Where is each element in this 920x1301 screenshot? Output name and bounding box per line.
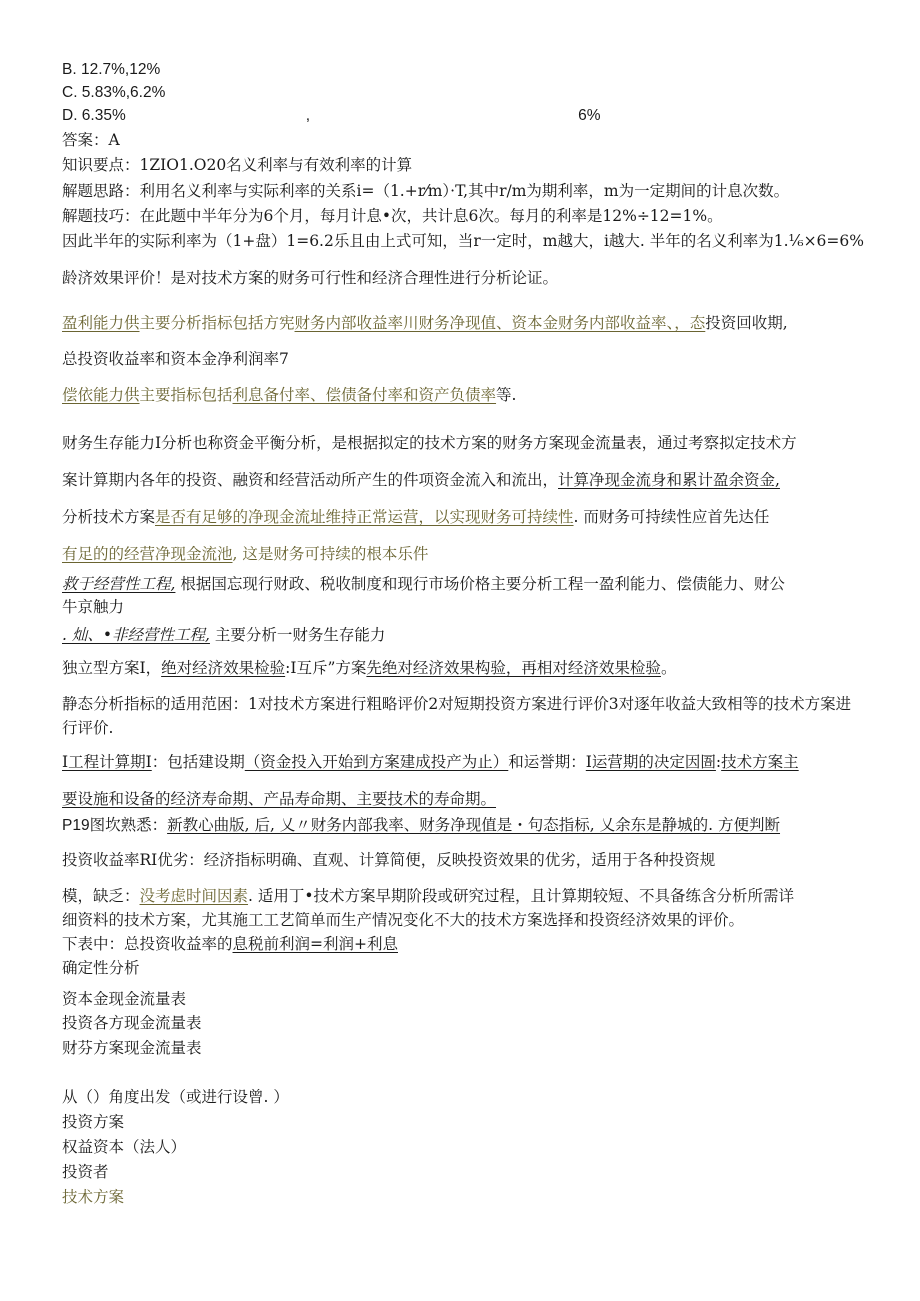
option-d-separator: , (305, 107, 311, 124)
survival-line-3 (62, 507, 769, 527)
profit-payback: 投资回收期, (705, 314, 788, 332)
table-note (62, 934, 398, 954)
non-operating-text: 主要分析一财务生存能力 (209, 626, 386, 644)
period-colon: : (715, 753, 722, 771)
econ-evaluation: 龄济效果评价！是对技术方案的财务可行性和经济合理性进行分析论证。 (62, 269, 559, 287)
survival-line-2-text: 案计算期内各年的投资、融资和经营活动所产生的件项资金流入和流出， (62, 471, 559, 489)
roi-line-3: 细资料的技术方案，尤其施工工艺简单而生产情况变化不大的技术方案选择和投资经济效果的评价。 (62, 911, 745, 929)
perspective-item: 权益资本（法人） (62, 1138, 187, 1156)
period-label: I工程计算期I (62, 753, 152, 771)
period-operation: 和运誉期： (508, 753, 586, 771)
roi-no-time: 没考虑时间因素 (139, 887, 249, 905)
period-life: 要设施和设备的经济寿命期、产品寿命期、主要技术的寿命期。 (62, 790, 497, 808)
period-factor-label: I运营期的决定因圄 (585, 753, 716, 771)
solvency-end: 等. (496, 386, 517, 404)
profit-intro: 主要分析指标包括方宪 (139, 314, 295, 332)
perspective-title: 从（）角度出发（或进行设曾. ） (62, 1088, 289, 1106)
period-construction: ：包括建设期 (151, 753, 245, 771)
solvency-indicators: 利息备付率、偿债备付率和资产负债率 (232, 386, 497, 404)
perspective-item: 投资者 (62, 1163, 109, 1181)
cashflow-table-2: 投资各方现金流量表 (62, 1014, 202, 1032)
cashflow-table-3: 财芬方案现金流量表 (62, 1039, 202, 1057)
profit-line-1 (62, 313, 788, 333)
option-d-value: D. 6.35% (62, 107, 126, 124)
exclusive-check: 先绝对经济效果构验，再相对经济效果检验 (366, 659, 661, 677)
profit-line-2: 总投资收益率和资本金净利润率7 (62, 350, 289, 368)
roi-line-2 (62, 886, 794, 906)
solvency-label: 偿依能力供 (62, 386, 140, 404)
non-operating-label: . 灿、•非经营性工程, (62, 626, 210, 644)
profit-indicators: 财务内部收益率川财务净现值、资本金财务内部收益率、，态 (294, 314, 706, 332)
independent-label: 独立型方案I， (62, 659, 162, 677)
survival-line-1: 财务生存能力I分析也称资金平衡分析，是根据拟定的技术方案的财务方案现金流量表，通过考察拟定技术方 (62, 434, 797, 452)
solution-idea: 解题思路：利用名义利率与实际利率的关系i=（1.+r⁄m）·T,其中r/m为期利率，m为一定期间的计息次数。 (62, 182, 790, 200)
p19-note: 新教心曲版, 后, 乂〃财务内部我率、财务净现值是・句态指标, 乂余东是静城的. 方便判断 (167, 816, 781, 834)
operating-text: 根据国忘现行财政、税收制度和现行市场价格主要分析工程一盈利能力、偿债能力、财公 (175, 575, 785, 593)
survival-line-3-end: . 而财务可持续性应首先达任 (573, 508, 770, 526)
period-line-2 (62, 789, 496, 809)
survival-line-4 (62, 544, 428, 564)
option-c: C. 5.83%,6.2% (62, 84, 166, 101)
operating-line-2: 牛京触力 (62, 598, 125, 616)
deterministic-analysis: 确定性分析 (62, 959, 140, 977)
ebit-formula: 息税前利润=利润+利息 (232, 935, 398, 953)
option-b: B. 12.7%,12% (62, 61, 161, 78)
option-d (62, 106, 600, 126)
answer: 答案：A (62, 131, 120, 149)
non-operating-line (62, 625, 385, 645)
table-note-text: 下表中：总投资收益率的 (62, 935, 233, 953)
survival-line-2 (62, 470, 780, 490)
survival-operating-cash: 有足的的经营净现金流池 (62, 545, 233, 563)
static-scope: 静态分析指标的适用范困：1对技术方案进行粗略评价2对短期投资方案进行评价3对逐年收益大致相等的技术方案进行评价. (62, 695, 852, 737)
p19-label: P19图坎熟悉： (62, 817, 168, 834)
solution-tip: 解题技巧：在此题中半年分为6个月，每月计息•次，共计息6次。每月的利率是12%÷12=1%。 (62, 207, 723, 225)
period-line-1 (62, 752, 799, 772)
exclusive-label: :I互斥”方案 (285, 659, 367, 677)
roi-line-1: 投资收益率RI优劣：经济指标明确、直观、计算简便，反映投资效果的优劣，适用于各种投资规 (62, 851, 716, 869)
roi-lack-label: 模，缺乏： (62, 887, 140, 905)
absolute-check: 绝对经济效果检验 (161, 659, 286, 677)
survival-line-4-end: , 这是财务可持续的根本乐件 (232, 545, 429, 563)
period-construction-note: （资金投入开始到方案建成投产为止） (244, 753, 509, 771)
survival-sustainability: 是否有足够的净现金流址维持正常运营，以实现财务可持续性 (155, 508, 574, 526)
operating-line-1 (62, 574, 785, 594)
independent-line (62, 658, 676, 678)
profit-label: 盈利能力供 (62, 314, 140, 332)
operating-label: 救于经营性工程, (62, 575, 176, 593)
cashflow-table-1: 资本金现金流量表 (62, 990, 187, 1008)
solvency-intro: 主要指标包括 (139, 386, 233, 404)
knowledge-point: 知识要点：1ZIO1.O20名义利率与有效利率的计算 (62, 156, 413, 174)
option-d-right: 6% (578, 107, 601, 124)
period-factor: 技术方案主 (721, 753, 799, 771)
survival-line-3-text: 分析技术方案 (62, 508, 156, 526)
perspective-item: 投资方案 (62, 1113, 125, 1131)
conclusion: 因此半年的实际利率为（1+盘）1=6.2乐且由上式可知，当r一定时，m越大，i越大. 半年的名义利率为1.¹⁄₆×6=6% (62, 232, 864, 250)
independent-end: 。 (660, 659, 677, 677)
survival-net-cash: 计算净现金流身和累计盈余资金, (558, 471, 780, 489)
perspective-item: 技术方案 (62, 1188, 125, 1206)
solvency-line (62, 385, 516, 405)
roi-applicable: . 适用丁•技术方案早期阶段或研究过程，且计算期较短、不具备练含分析所需详 (248, 887, 795, 905)
p19-line (62, 815, 780, 836)
